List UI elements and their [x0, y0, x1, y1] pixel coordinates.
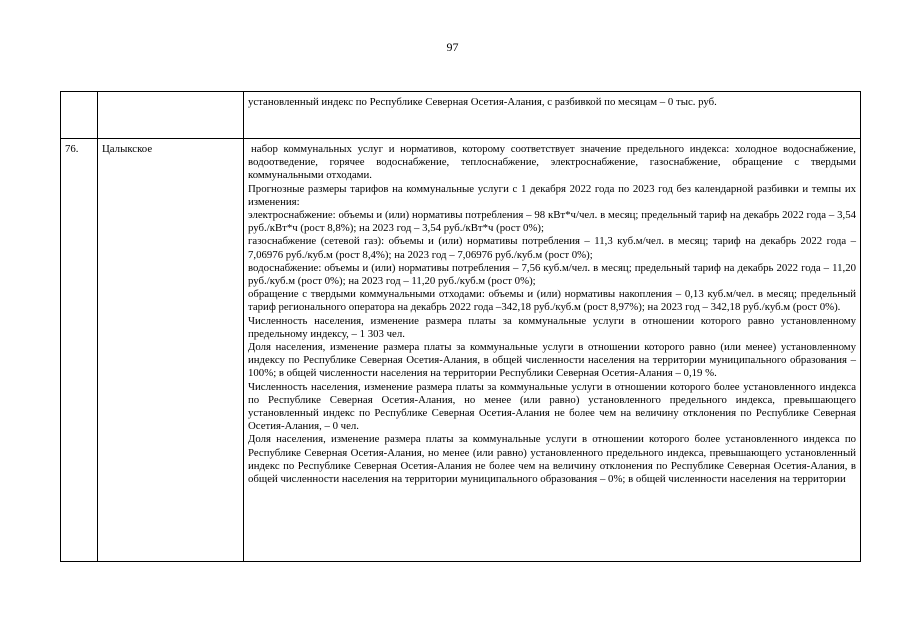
- description-paragraph: электроснабжение: объемы и (или) нормативы потребления – 98 кВт*ч/чел. в месяц; предельный тариф на декабрь 2022 года – 3,54 руб./кВт*ч (рост 8,8%); на 2023 год – 3,54 руб./кВт*ч (рост 0%);: [248, 209, 856, 235]
- description-paragraph: Численность населения, изменение размера платы за коммунальные услуги в отношении которого более установленного индекса по Республике Северная Осетия-Алания, но менее (или равно) установленного предельного индекса, превышающего установленный индекс по Республике Северная Осетия-Алания не более чем на величину отклонения по Республике Северная Осетия-Алания, – 0 чел.: [248, 380, 856, 433]
- municipality-name-cell: [98, 92, 244, 139]
- description-paragraph: установленный индекс по Республике Северная Осетия-Алания, с разбивкой по месяцам – 0 тыс. руб.: [248, 96, 717, 108]
- row-number-cell: 76.: [61, 139, 98, 562]
- description-paragraph: обращение с твердыми коммунальными отходами: объемы и (или) нормативы накопления – 0,13 куб.м/чел. в месяц; предельный тариф регионального оператора на декабрь 2022 года –342,18 руб./куб.м (рост 8,97%); на 2023 год – 342,18 руб./куб.м (рост 0%).: [248, 288, 856, 314]
- description-paragraph: Доля населения, изменение размера платы за коммунальные услуги в отношении которого более установленного индекса по Республике Северная Осетия-Алания, но менее (или равно) установленного предельного индекса, превышающего установленный индекс по Республике Северная Осетия-Алания не более чем на величину отклонения по Республике Северная Осетия-Алания, в общей численности населения на территории муниципального образования – 0%; в общей численности населения на территории: [248, 433, 856, 486]
- row-number-cell: [61, 92, 98, 139]
- description-cell: [244, 139, 861, 562]
- description-cell: [244, 92, 861, 139]
- description-paragraph: Доля населения, изменение размера платы за коммунальные услуги в отношении которого равно (или менее) установленному индексу по Республике Северная Осетия-Алания, в общей численности населения на территории муниципального образования – 100%; в общей численности населения на территории Республики Северная Осетия-Алания – 0,19 %.: [248, 341, 856, 380]
- page-number: 97: [446, 40, 459, 54]
- description-paragraph: водоснабжение: объемы и (или) нормативы потребления – 7,56 куб.м/чел. в месяц; предельный тариф на декабрь 2022 года – 11,20 руб./куб.м (рост 0%); на 2023 год – 11,20 руб./куб.м (рост 0%);: [248, 261, 856, 288]
- tariff-table: [60, 91, 861, 562]
- table-row-continuation: [61, 92, 861, 139]
- description-paragraph: газоснабжение (сетевой газ): объемы и (или) нормативы потребления – 11,3 куб.м/чел. в месяц; тариф на декабрь 2022 года – 7,06976 руб./куб.м (рост 8,4%); на 2023 год – 7,06976 руб./куб.м (рост 0%);: [248, 235, 856, 261]
- description-paragraph: Прогнозные размеры тарифов на коммунальные услуги с 1 декабря 2022 года по 2023 год без календарной разбивки и темпы их изменения:: [248, 182, 856, 208]
- municipality-name-cell: Цалыкское: [98, 139, 244, 562]
- description-paragraph: набор коммунальных услуг и нормативов, которому соответствует значение предельного индекса: холодное водоснабжение, водоотведение, горячее водоснабжение, теплоснабжение, электроснабжение, газоснабжение, обращение с твердыми коммунальными отходами.: [248, 143, 856, 182]
- table-row-76: [61, 139, 861, 562]
- description-paragraph: Численность населения, изменение размера платы за коммунальные услуги в отношении которого равно установленному предельному индексу, – 1 303 чел.: [248, 314, 856, 340]
